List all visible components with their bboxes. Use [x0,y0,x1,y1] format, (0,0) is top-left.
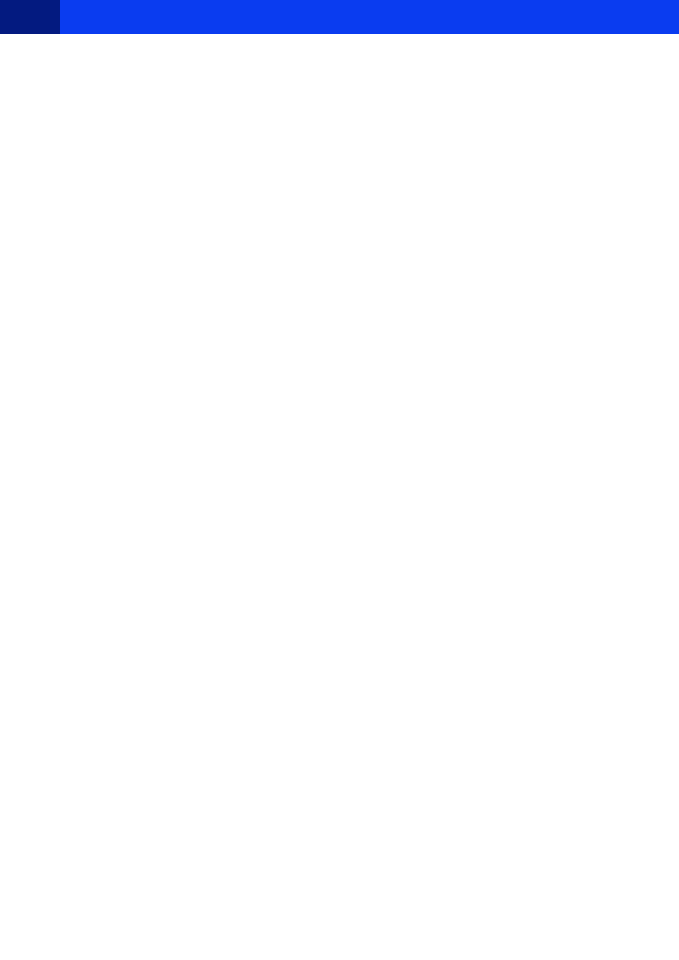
ebitda-waterfall-chart [80,650,510,795]
page-header [0,0,679,34]
period-label [0,0,60,34]
